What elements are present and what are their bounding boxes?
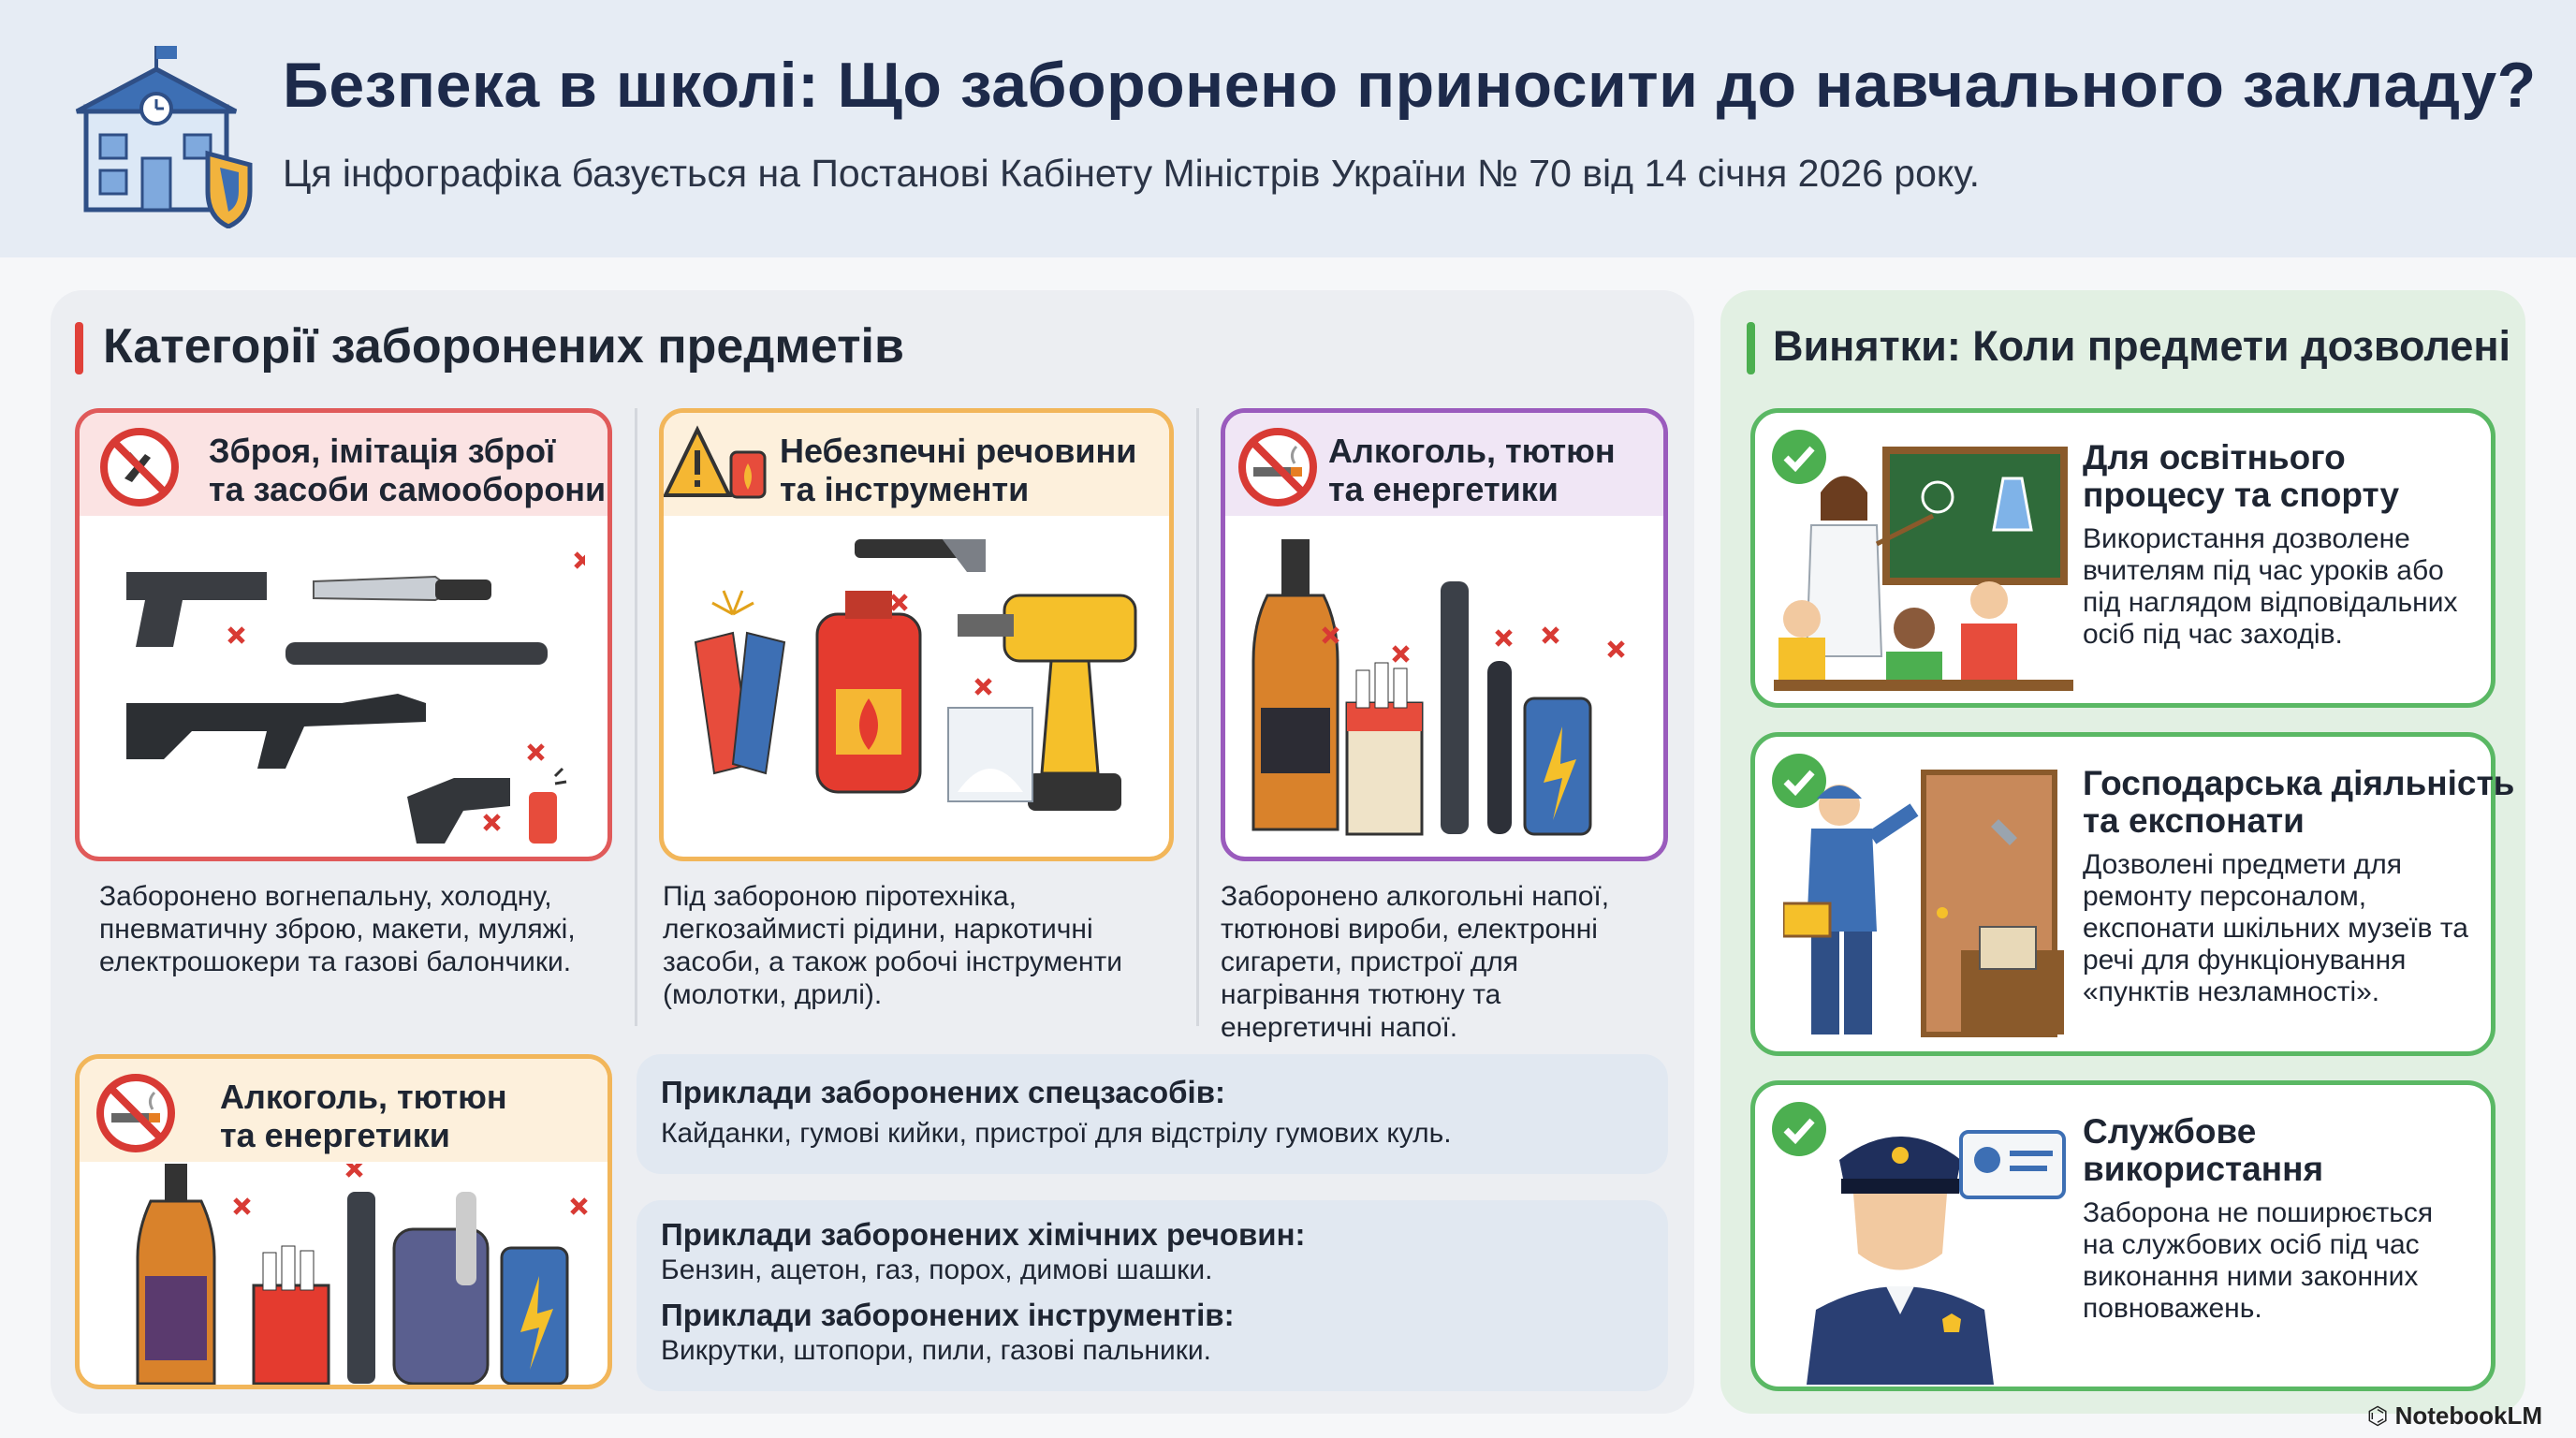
card-title-line1: Небезпечні речовини [780, 432, 1137, 470]
footer-brand [2367, 1401, 2542, 1431]
section-accent-bar [1747, 322, 1755, 374]
teacher-classroom-icon [1774, 441, 2073, 694]
categories-section-title: Категорії заборонених предметів [103, 319, 904, 374]
notebook-icon: ⌬ [2366, 1401, 2395, 1430]
section-accent-bar [75, 322, 83, 374]
alcohol-illustration [1244, 539, 1656, 848]
card-title-line1: Алкоголь, тютюн [220, 1078, 507, 1116]
card-title-line1: Алкоголь, тютюн [1328, 432, 1616, 470]
card-alcohol-desc: Заборонено алкогольні напої, тютюнові вироби, електронні сигарети, пристрої для нагрівання тютюну та енергетичні напої. [1221, 881, 1610, 1043]
alcohol-illustration [132, 1164, 600, 1388]
school-shield-icon [67, 41, 255, 228]
exception-title-line2: процесу та спорту [2083, 476, 2400, 514]
info-title: Приклади заборонених інструментів: [661, 1298, 1235, 1332]
info-title: Приклади заборонених хімічних речовин: [661, 1217, 1306, 1252]
no-smoking-icon [95, 1072, 177, 1154]
card-hazardous-desc: Під забороною піротехніка, легкозаймисті рідини, наркотичні засоби, а також робочі інструменти (молотки, дрилі). [663, 881, 1122, 1010]
hazard-warning-icon [664, 424, 776, 508]
card-alcohol [1221, 408, 1668, 861]
info-box-special-means [637, 1054, 1668, 1174]
info-title: Приклади заборонених спецзасобів: [661, 1075, 1225, 1109]
no-smoking-icon [1237, 426, 1319, 508]
maintenance-worker-icon [1783, 763, 2073, 1044]
info-text: Бензин, ацетон, газ, порох, димові шашки. [661, 1255, 1213, 1285]
card-title-line2: та енергетики [1328, 470, 1559, 508]
header [0, 0, 2576, 257]
card-title-line2: та інструменти [780, 470, 1030, 508]
exception-card-maintenance: Господарська діяльність та експонати Дозволені предмети для ремонту персоналом, експонати шкільних музеїв та речі для функціонування «пунктів незламності». [1750, 732, 2496, 1056]
card-alcohol-2 [75, 1054, 612, 1389]
divider [1196, 408, 1199, 1026]
exception-title-line1: Господарська діяльність [2083, 764, 2515, 802]
no-weapons-icon [98, 426, 181, 508]
exception-title-line2: використання [2083, 1150, 2324, 1188]
info-text: Викрутки, штопори, пили, газові пальники. [661, 1335, 1211, 1366]
card-hazardous [659, 408, 1174, 861]
hazardous-illustration [677, 539, 1164, 848]
weapons-illustration [117, 544, 585, 844]
card-title-line1: Зброя, імітація зброї [209, 432, 556, 470]
card-title-line2: та енергетики [220, 1116, 450, 1154]
page-title: Безпека в школі: Що заборонено приносити до навчального закладу? [283, 50, 2537, 121]
police-officer-icon [1802, 1113, 2073, 1385]
exception-card-official: Службове використання Заборона не поширюється на службових осіб під час виконання ними законних повноважень. [1750, 1080, 2496, 1391]
card-weapons [75, 408, 612, 861]
exception-title-line1: Службове [2083, 1112, 2257, 1151]
info-box-chemicals-tools [637, 1200, 1668, 1391]
card-weapons-desc: Заборонено вогнепальну, холодну, пневматичну зброю, макети, муляжі, електрошокери та газові балончики. [99, 881, 576, 977]
footer-brand-label: NotebookLM [2394, 1401, 2542, 1430]
exception-title-line2: та експонати [2083, 801, 2305, 840]
exception-card-education: Для освітнього процесу та спорту Використання дозволене вчителям під час уроків або під наглядом відповідальних осіб під час заходів. [1750, 408, 2496, 708]
info-text: Кайданки, гумові кийки, пристрої для відстрілу гумових куль. [661, 1118, 1452, 1149]
exception-title-line1: Для освітнього [2083, 438, 2346, 477]
exceptions-section-title: Винятки: Коли предмети дозволені [1773, 322, 2511, 370]
card-title-line2: та засоби самооборони [209, 470, 607, 508]
divider [635, 408, 637, 1026]
page-subtitle: Ця інфографіка базується на Постанові Кабінету Міністрів України № 70 від 14 січня 2026 року. [283, 152, 1981, 195]
